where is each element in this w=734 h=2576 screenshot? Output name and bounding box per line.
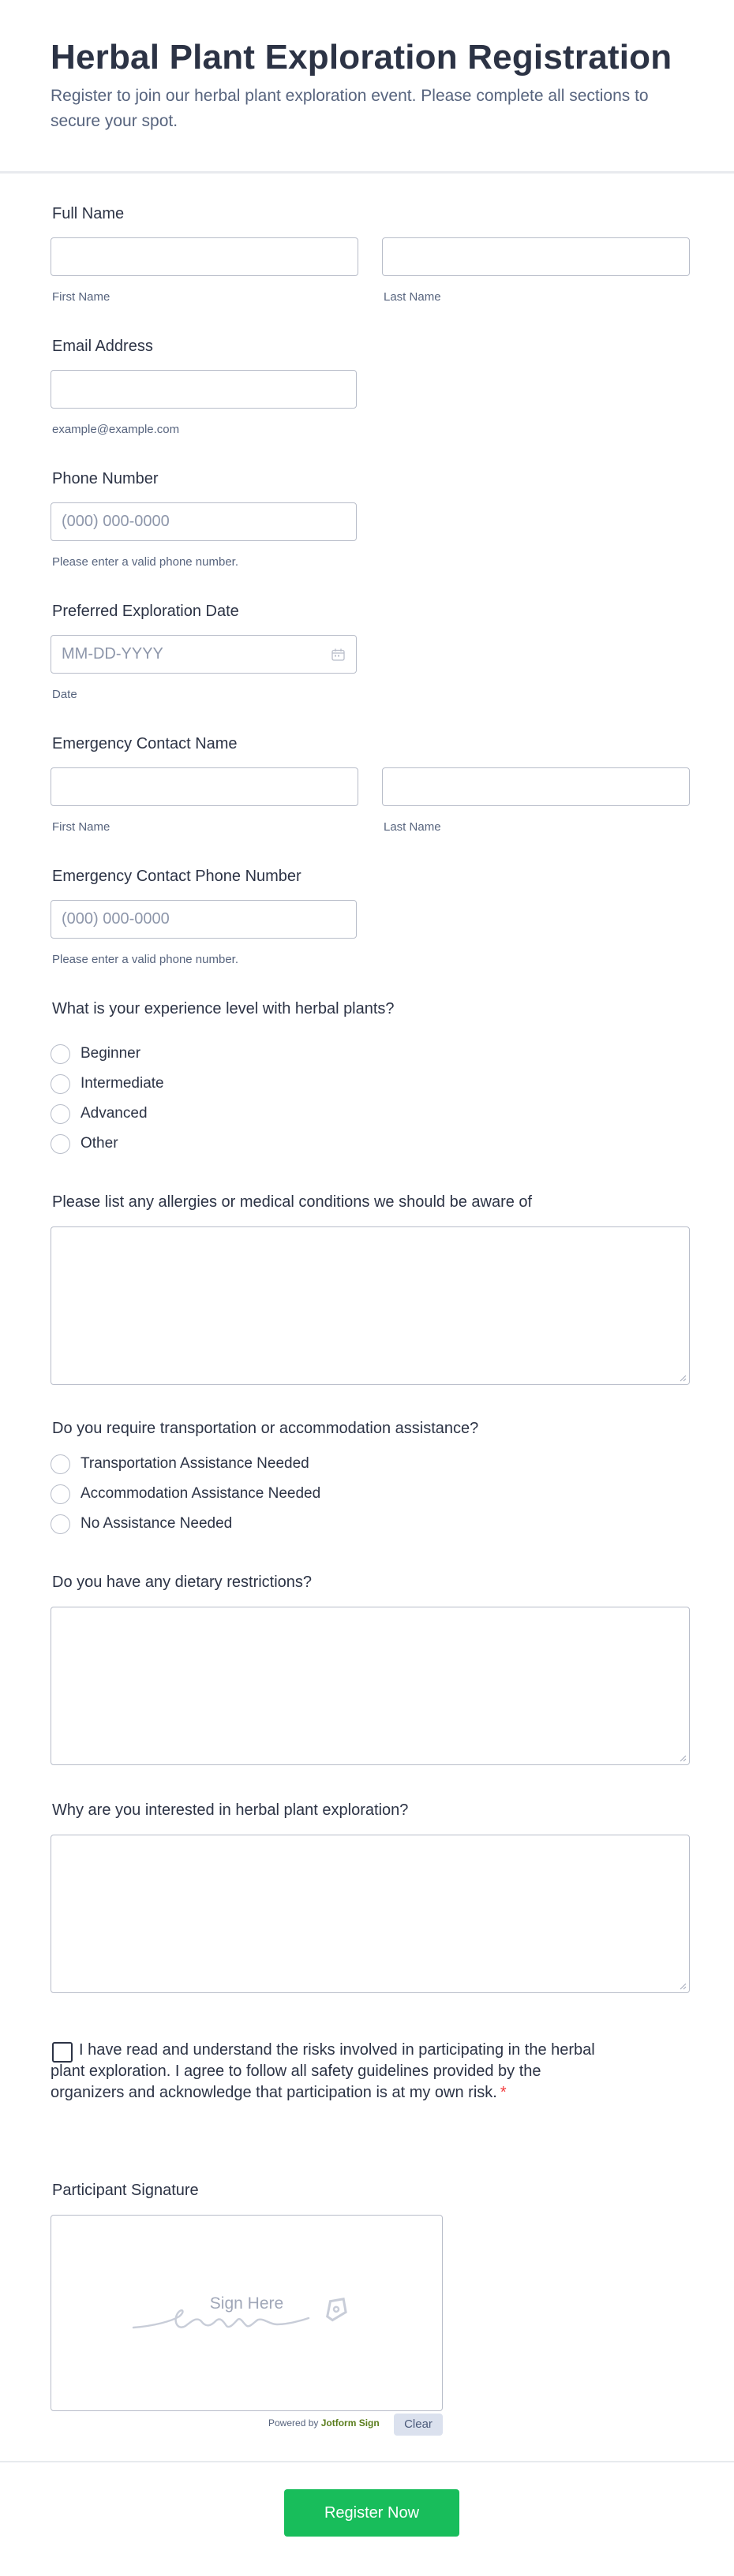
radio-label: Intermediate <box>81 1075 164 1092</box>
powered-brand[interactable]: Jotform Sign <box>320 2417 380 2429</box>
powered-by <box>268 2417 380 2429</box>
emergency-phone-sublabel: Please enter a valid phone number. <box>52 953 238 966</box>
emergency-first-sublabel: First Name <box>52 820 110 834</box>
phone-placeholder: (000) 000-0000 <box>62 513 170 530</box>
resize-handle-icon[interactable] <box>680 1375 687 1382</box>
page-title: Herbal Plant Exploration Registration <box>51 38 672 77</box>
interest-textarea[interactable] <box>51 1835 690 1993</box>
submit-button[interactable]: Register Now <box>284 2489 459 2537</box>
date-sublabel: Date <box>52 688 77 701</box>
dietary-textarea[interactable] <box>51 1607 690 1765</box>
radio-label: Accommodation Assistance Needed <box>81 1485 321 1502</box>
experience-label: What is your experience level with herbal plants? <box>52 1000 395 1017</box>
assistance-option[interactable] <box>51 1483 320 1505</box>
allergies-label: Please list any allergies or medical conditions we should be aware of <box>52 1193 533 1211</box>
radio-button[interactable] <box>51 1454 70 1474</box>
form-header <box>0 0 734 174</box>
first-name-input[interactable] <box>51 237 358 276</box>
radio-button[interactable] <box>51 1044 70 1064</box>
phone-sublabel: Please enter a valid phone number. <box>52 555 238 569</box>
emergency-phone-placeholder: (000) 000-0000 <box>62 910 170 928</box>
allergies-textarea[interactable] <box>51 1226 690 1385</box>
experience-option[interactable] <box>51 1133 118 1155</box>
emergency-phone-input[interactable] <box>51 900 357 939</box>
calendar-icon[interactable] <box>331 648 345 661</box>
clear-signature-button[interactable]: Clear <box>394 2414 443 2436</box>
radio-button[interactable] <box>51 1074 70 1094</box>
emergency-name-label: Emergency Contact Name <box>52 735 238 752</box>
assistance-label: Do you require transportation or accommodation assistance? <box>52 1420 479 1437</box>
phone-input[interactable] <box>51 502 357 541</box>
emergency-last-sublabel: Last Name <box>384 820 441 834</box>
radio-label: Advanced <box>81 1105 148 1122</box>
terms-label: I have read and understand the risks involved in participating in the herbal plant exploration. I agree to follow all safety guidelines provided by the organizers and acknowledge that participation is at my own risk. <box>51 2041 595 2101</box>
experience-option[interactable] <box>51 1043 140 1065</box>
email-sublabel: example@example.com <box>52 423 180 436</box>
signature-pad[interactable] <box>51 2215 443 2411</box>
signature-placeholder: Sign Here <box>209 2294 284 2313</box>
powered-prefix: Powered by <box>268 2417 319 2429</box>
email-label: Email Address <box>52 338 153 355</box>
full-name-label: Full Name <box>52 205 125 222</box>
emergency-phone-label: Emergency Contact Phone Number <box>52 868 301 885</box>
resize-handle-icon[interactable] <box>680 1755 687 1762</box>
radio-button[interactable] <box>51 1514 70 1534</box>
date-input[interactable] <box>51 635 357 674</box>
emergency-last-name-input[interactable] <box>382 767 690 806</box>
radio-button[interactable] <box>51 1484 70 1504</box>
last-name-sublabel: Last Name <box>384 290 441 304</box>
dietary-label: Do you have any dietary restrictions? <box>52 1574 313 1591</box>
emergency-first-name-input[interactable] <box>51 767 358 806</box>
date-label: Preferred Exploration Date <box>52 603 239 620</box>
page-subtitle: Register to join our herbal plant exploration event. Please complete all sections to secure your spot. <box>51 87 649 130</box>
radio-label: Other <box>81 1135 118 1152</box>
resize-handle-icon[interactable] <box>680 1983 687 1990</box>
experience-option[interactable] <box>51 1103 148 1125</box>
radio-label: No Assistance Needed <box>81 1515 233 1532</box>
signature-label: Participant Signature <box>52 2182 199 2199</box>
assistance-option[interactable] <box>51 1513 232 1535</box>
interest-label: Why are you interested in herbal plant exploration? <box>52 1801 409 1819</box>
phone-label: Phone Number <box>52 470 159 487</box>
first-name-sublabel: First Name <box>52 290 110 304</box>
terms-text <box>51 2040 603 2104</box>
required-mark: * <box>500 2084 507 2101</box>
assistance-option[interactable] <box>51 1453 309 1475</box>
radio-label: Transportation Assistance Needed <box>81 1455 309 1472</box>
date-placeholder: MM-DD-YYYY <box>62 645 163 663</box>
radio-button[interactable] <box>51 1104 70 1124</box>
email-input[interactable] <box>51 370 357 409</box>
experience-option[interactable] <box>51 1073 164 1095</box>
last-name-input[interactable] <box>382 237 690 276</box>
radio-label: Beginner <box>81 1045 141 1062</box>
radio-button[interactable] <box>51 1134 70 1154</box>
